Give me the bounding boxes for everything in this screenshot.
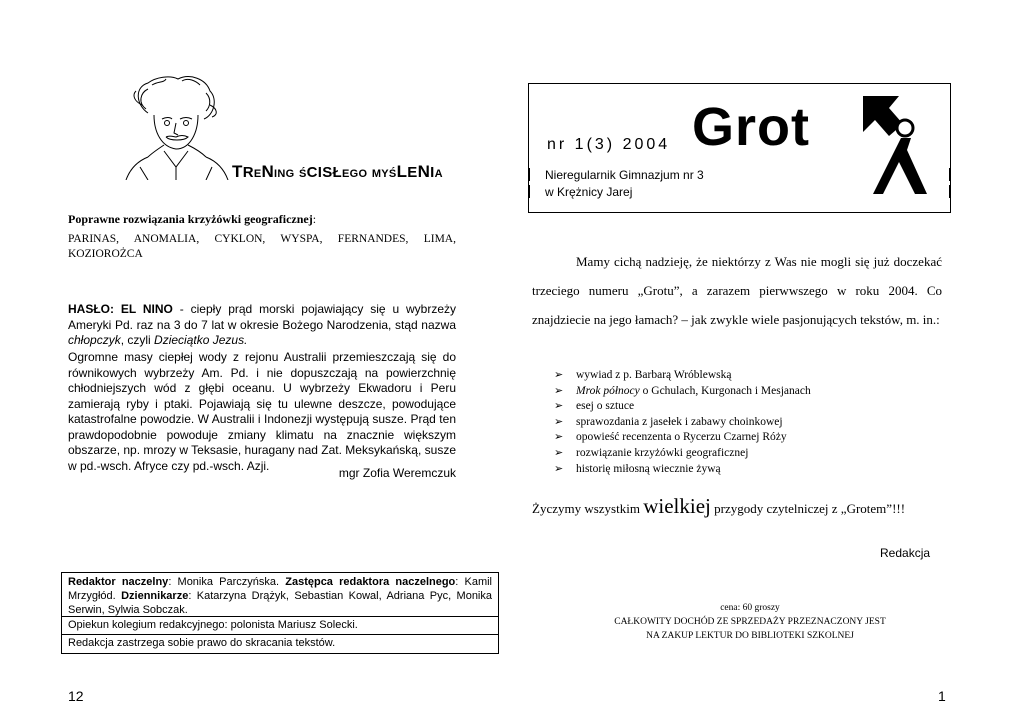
password-label: HASŁO: EL NINO [68,302,173,316]
price-line: cena: 60 groszy [720,603,780,613]
school-name: Nieregularnik Gimnazjum nr 3 [545,168,704,182]
editorial-disclaimer: Redakcja zastrzega sobie prawo do skracania tekstów. [68,637,336,649]
price-notice [560,601,940,643]
editorial-signature: Redakcja [880,546,931,560]
school-location: w Krężnicy Jarej [545,185,633,199]
list-item: ➢ wywiad z p. Barbarą Wróblewską [554,369,732,381]
arrowhead-logo-icon [859,90,931,196]
editorial-staff-list: Redaktor naczelny: Monika Parczyńska. Zastępca redaktora naczelnego: Kamil Mrzygłód. Dziennikarze: Katarzyna Drążyk, Sebastian Kowal, Adriana Pyc, Monika Serwin, Sylwia Sobczak. [68,576,493,616]
author-signature: mgr Zofia Weremczuk [338,466,456,480]
page-number-right: 1 [938,688,946,704]
income-note-line: NA ZAKUP LEKTUR DO BIBLIOTEKI SZKOLNEJ [646,631,854,641]
training-section-title: TRENING ŚCISŁEGO MYŚLENIA [232,162,443,181]
solutions-list: PARINAS, ANOMALIA, CYKLON, WYSPA, FERNANDES, LIMA, KOZIOROŻCA [68,233,456,260]
box-tick [949,168,950,181]
list-item: ➢ esej o sztuce [554,400,635,413]
editorial-tutor: Opiekun kolegium redakcyjnego: polonista Mariusz Solecki. [68,619,358,631]
box-divider [62,616,498,617]
einstein-portrait-illustration [118,75,236,180]
el-nino-paragraph: Ogromne masy ciepłej wody z rejonu Australii przemieszczają się do równikowych wybrzeży Am. Pd. i nie dopuszczają na powierzchnię chłodniejszych wód z głębi oceanu. U wybrzeży Ekwadoru i Peru zamierają ryby i ptaki. Pojawiają się tu ulewne deszcze, powodujące katastrofalne powodzie. W Australii i Indonezji występują susze. Prąd ten prawdopodobnie powoduje zmiany klimatu na znacznie większym obszarze, np. mrozy w Teksasie, huragany nad Zat. Meksykańską, susze w pd.-wsch. Afryce czy pd.-wsch. Azji. [68,350,456,473]
closing-wish: Życzymy wszystkim wielkiej przygody czytelniczej z „Grotem”!!! [532,494,906,518]
box-tick [529,168,530,181]
list-item: ➢ historię miłosną wiecznie żywą [554,462,721,475]
box-tick [529,185,530,198]
password-paragraph: HASŁO: EL NINO - ciepły prąd morski pojawiający się u wybrzeży Ameryki Pd. raz na 3 do 7 lat w okresie Bożego Narodzenia, stąd nazwa chłopczyk, czyli Dzieciątko Jezus. [68,302,457,347]
editorial-staff-box [61,572,499,654]
list-item: ➢ sprawozdania z jasełek i zabawy choinkowej [554,415,783,428]
masthead-box [528,83,951,213]
issue-number: nr 1(3) 2004 [547,136,671,153]
box-divider [62,634,498,635]
list-item: ➢ Mrok północy o Gchulach, Kurgonach i Mesjanach [554,384,811,397]
intro-paragraph: Mamy cichą nadzieję, że niektórzy z Was nie mogli się już doczekać trzeciego numeru „Grotu”, a zarazem pierwwszego w roku 2004. Co znajdziecie na jego łamach? – jak zwykle wiele pasjonujących tekstów, m. in.: [532,254,942,327]
magazine-title: Grot [692,97,810,157]
contents-list [554,368,934,477]
box-tick [949,185,950,198]
page-number-left: 12 [68,688,84,704]
list-item: ➢ rozwiązanie krzyżówki geograficznej [554,446,749,459]
list-item: ➢ opowieść recenzenta o Rycerzu Czarnej Róży [554,431,787,444]
income-note-line: CAŁKOWITY DOCHÓD ZE SPRZEDAŻY PRZEZNACZONY JEST [614,617,886,627]
solutions-heading: Poprawne rozwiązania krzyżówki geograficznej: [68,212,317,226]
